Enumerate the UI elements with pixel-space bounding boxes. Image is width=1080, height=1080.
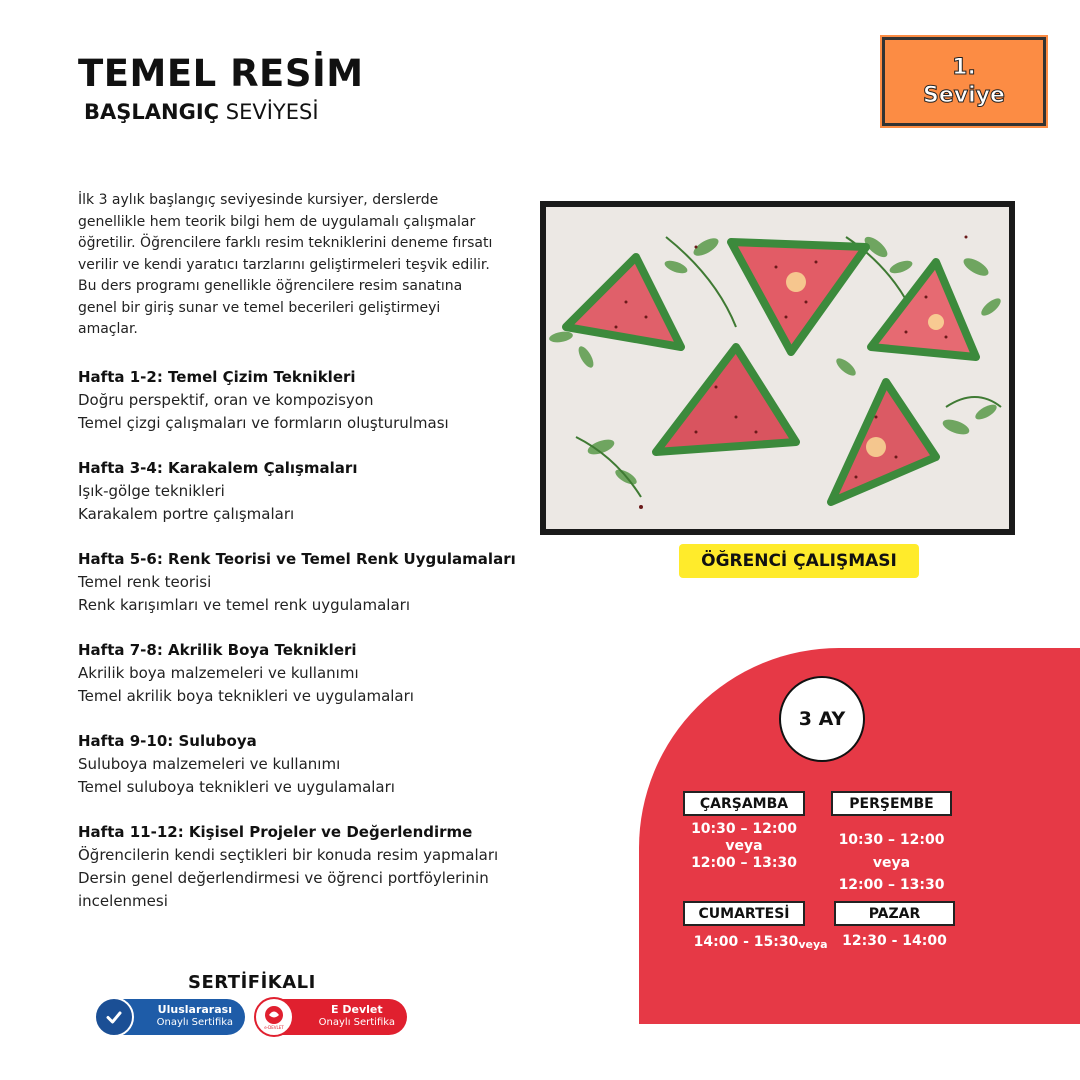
week-topic: Temel akrilik boya teknikleri ve uygulamaları bbox=[78, 687, 414, 705]
week-topic: Akrilik boya malzemeleri ve kullanımı bbox=[78, 664, 359, 682]
curriculum-week bbox=[78, 457, 518, 526]
curriculum-week bbox=[78, 821, 518, 913]
course-duration-badge: 3 AY bbox=[779, 676, 865, 762]
week-title: Hafta 9-10: Suluboya bbox=[78, 732, 257, 750]
day-saturday: CUMARTESİ bbox=[683, 901, 805, 926]
checkmark-icon bbox=[94, 997, 134, 1037]
page-title: TEMEL RESİM bbox=[78, 52, 364, 95]
weekend-or: veya bbox=[798, 938, 828, 951]
subtitle-suffix: SEVİYESİ bbox=[225, 100, 319, 124]
day-sunday: PAZAR bbox=[834, 901, 955, 926]
wednesday-time-2: 12:00 – 13:30 bbox=[691, 855, 797, 871]
curriculum-week bbox=[78, 639, 518, 708]
wednesday-or: veya bbox=[725, 838, 763, 854]
level-badge bbox=[882, 37, 1046, 126]
watermelon-painting-image bbox=[546, 207, 1009, 529]
international-certificate-title: Uluslararası bbox=[157, 1003, 232, 1016]
international-certificate-subtitle: Onaylı Sertifika bbox=[156, 1017, 233, 1028]
week-topic: Öğrencilerin kendi seçtikleri bir konuda resim yapmaları bbox=[78, 846, 499, 864]
thursday-or: veya bbox=[872, 854, 911, 871]
intro-paragraph: İlk 3 aylık başlangıç seviyesinde kursiyer, derslerde genellikle hem teorik bilgi hem de uygulamalı çalışmalar öğretilir. Öğrencilere farklı resim tekniklerini deneme fırsatı verilir ve kendi yaratıcı tarzlarını geliştirmeleri teşvik edilir. Bu ders programı genellikle öğrencilere resim sanatına genel bir giriş sunar ve temel becerileri geliştirmeyi amaçlar. bbox=[78, 192, 493, 337]
week-topic: Doğru perspektif, oran ve kompozisyon bbox=[78, 391, 374, 409]
svg-text:e-DEVLET: e-DEVLET bbox=[264, 1025, 284, 1030]
edevlet-certificate-subtitle: Onaylı Sertifika bbox=[318, 1017, 395, 1028]
photo-caption: ÖĞRENCİ ÇALIŞMASI bbox=[679, 544, 919, 578]
day-wednesday: ÇARŞAMBA bbox=[683, 791, 805, 816]
week-title: Hafta 3-4: Karakalem Çalışmaları bbox=[78, 459, 358, 477]
week-title: Hafta 11-12: Kişisel Projeler ve Değerlendirme bbox=[78, 823, 473, 841]
week-topic: Karakalem portre çalışmaları bbox=[78, 505, 295, 523]
edevlet-certificate-text bbox=[319, 1003, 395, 1029]
level-label: Seviye bbox=[923, 82, 1005, 108]
curriculum-week bbox=[78, 366, 518, 435]
week-title: Hafta 1-2: Temel Çizim Teknikleri bbox=[78, 368, 356, 386]
day-thursday: PERŞEMBE bbox=[831, 791, 952, 816]
level-number: 1. bbox=[952, 54, 976, 80]
edevlet-certificate-badge bbox=[258, 999, 407, 1035]
international-certificate-text bbox=[157, 1003, 233, 1029]
week-topic: Renk karışımları ve temel renk uygulamaları bbox=[78, 596, 410, 614]
week-topic: Işık-gölge teknikleri bbox=[78, 482, 225, 500]
week-topic: Temel çizgi çalışmaları ve formların oluşturulması bbox=[78, 414, 449, 432]
curriculum-week bbox=[78, 730, 518, 799]
week-title: Hafta 7-8: Akrilik Boya Teknikleri bbox=[78, 641, 357, 659]
thursday-time-2: 12:00 – 13:30 bbox=[838, 877, 945, 893]
curriculum-week bbox=[78, 548, 518, 617]
thursday-time-1: 10:30 – 12:00 bbox=[838, 832, 945, 848]
thursday-times bbox=[831, 829, 952, 897]
week-topic: Suluboya malzemeleri ve kullanımı bbox=[78, 755, 341, 773]
student-artwork-photo bbox=[540, 201, 1015, 535]
international-certificate-badge bbox=[98, 999, 245, 1035]
wednesday-times bbox=[683, 821, 805, 872]
edevlet-logo-icon bbox=[254, 997, 294, 1037]
curriculum-list bbox=[78, 366, 518, 935]
subtitle-level: BAŞLANGIÇ bbox=[84, 100, 220, 124]
edevlet-certificate-title: E Devlet bbox=[331, 1003, 383, 1016]
sunday-time: 12:30 - 14:00 bbox=[842, 933, 947, 949]
week-topic: Temel suluboya teknikleri ve uygulamaları bbox=[78, 778, 395, 796]
certificates-title: SERTİFİKALI bbox=[188, 972, 316, 993]
schedule-panel bbox=[639, 648, 1080, 1024]
page-subtitle bbox=[84, 100, 319, 124]
wednesday-time-1: 10:30 – 12:00 bbox=[691, 821, 797, 837]
saturday-time: 14:00 - 15:30 bbox=[693, 934, 799, 950]
week-title: Hafta 5-6: Renk Teorisi ve Temel Renk Uygulamaları bbox=[78, 550, 516, 568]
week-topic: Dersin genel değerlendirmesi ve öğrenci portföylerinin incelenmesi bbox=[78, 869, 489, 910]
week-topic: Temel renk teorisi bbox=[78, 573, 212, 591]
